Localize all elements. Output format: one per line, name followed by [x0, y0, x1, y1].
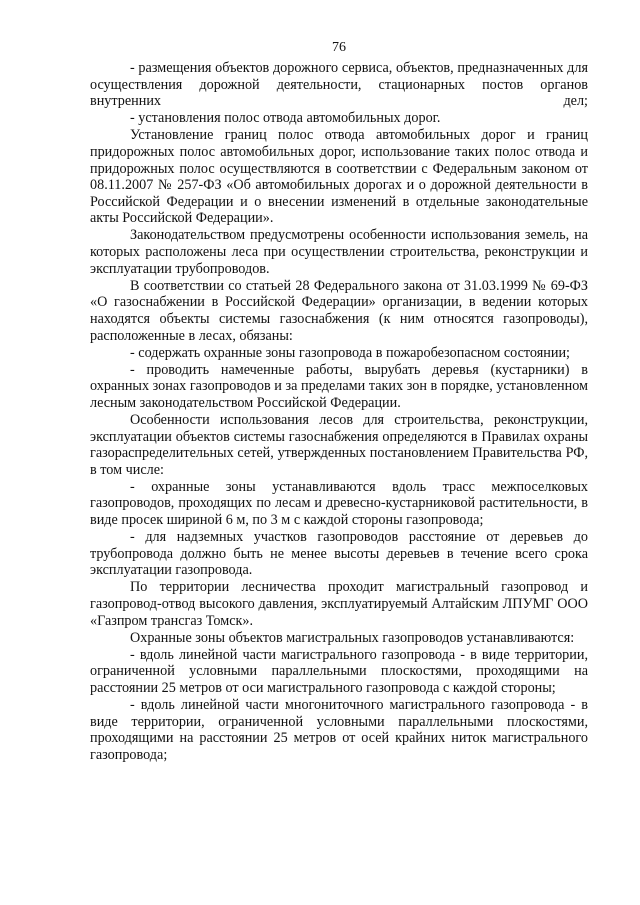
paragraph: Особенности использования лесов для строительства, реконструкции, эксплуатации объектов системы газоснабжения определяются в Правилах охраны газораспределительных сетей, утвержденных постановлением Правительства РФ, в том числе:: [90, 411, 588, 478]
list-item: - установления полос отвода автомобильных дорог.: [130, 110, 441, 127]
list-item: - содержать охранные зоны газопровода в пожаробезопасном состоянии;: [130, 344, 570, 361]
list-item: - вдоль линейной части многониточного магистрального газопровода - в виде территории, ограниченной условными параллельными плоскостями, проходящими на расстоянии 25 метров от осей крайних ниток магистрального газопровода;: [90, 697, 588, 763]
list-item: - проводить намеченные работы, вырубать деревья (кустарники) в охранных зонах газопроводов и за пределами таких зон в порядке, установленном лесным законодательством Российской Федерации.: [90, 361, 588, 411]
page-number: 76: [332, 40, 346, 55]
list-item: - размещения объектов дорожного сервиса, объектов, предназначенных для осуществления дорожной деятельности, стационарных постов органов внутренних дел;: [90, 60, 588, 110]
paragraph: По территории лесничества проходит магистральный газопровод и газопровод-отвод высокого давления, эксплуатируемый Алтайским ЛПУМГ ООО «Газпром трансгаз Томск».: [90, 579, 588, 629]
list-item: - охранные зоны устанавливаются вдоль трасс межпоселковых газопроводов, проходящих по лесам и древесно-кустарниковой растительности, в виде просек шириной 6 м, по 3 м с каждой стороны газопровода;: [90, 478, 588, 529]
document-body: [90, 60, 588, 764]
list-item: - для надземных участков газопроводов расстояние от деревьев до трубопровода должно быть не менее высоты деревьев в течение всего срока эксплуатации газопровода.: [90, 529, 588, 579]
paragraph: В соответствии со статьей 28 Федерального закона от 31.03.1999 № 69-ФЗ «О газоснабжении в Российской Федерации» организации, в ведении которых находятся объекты системы газоснабжения (к ним относятся газопроводы), расположенные в лесах, обязаны:: [90, 277, 588, 344]
paragraph: Установление границ полос отвода автомобильных дорог и границ придорожных полос автомобильных дорог, использование таких полос отвода и придорожных полос осуществляются в соответствии с Федеральным законом от 08.11.2007 № 257-ФЗ «Об автомобильных дорогах и о дорожной деятельности в Российской Федерации и о внесении изменений в отдельные законодательные акты Российской Федерации».: [90, 127, 588, 227]
paragraph: Законодательством предусмотрены особенности использования земель, на которых расположены леса при осуществлении строительства, реконструкции и эксплуатации трубопроводов.: [90, 227, 588, 277]
list-item: - вдоль линейной части магистрального газопровода - в виде территории, ограниченной условными параллельными плоскостями, проходящими на расстоянии 25 метров от оси магистрального газопровода с каждой стороны;: [90, 646, 588, 696]
paragraph: Охранные зоны объектов магистральных газопроводов устанавливаются:: [130, 629, 575, 646]
